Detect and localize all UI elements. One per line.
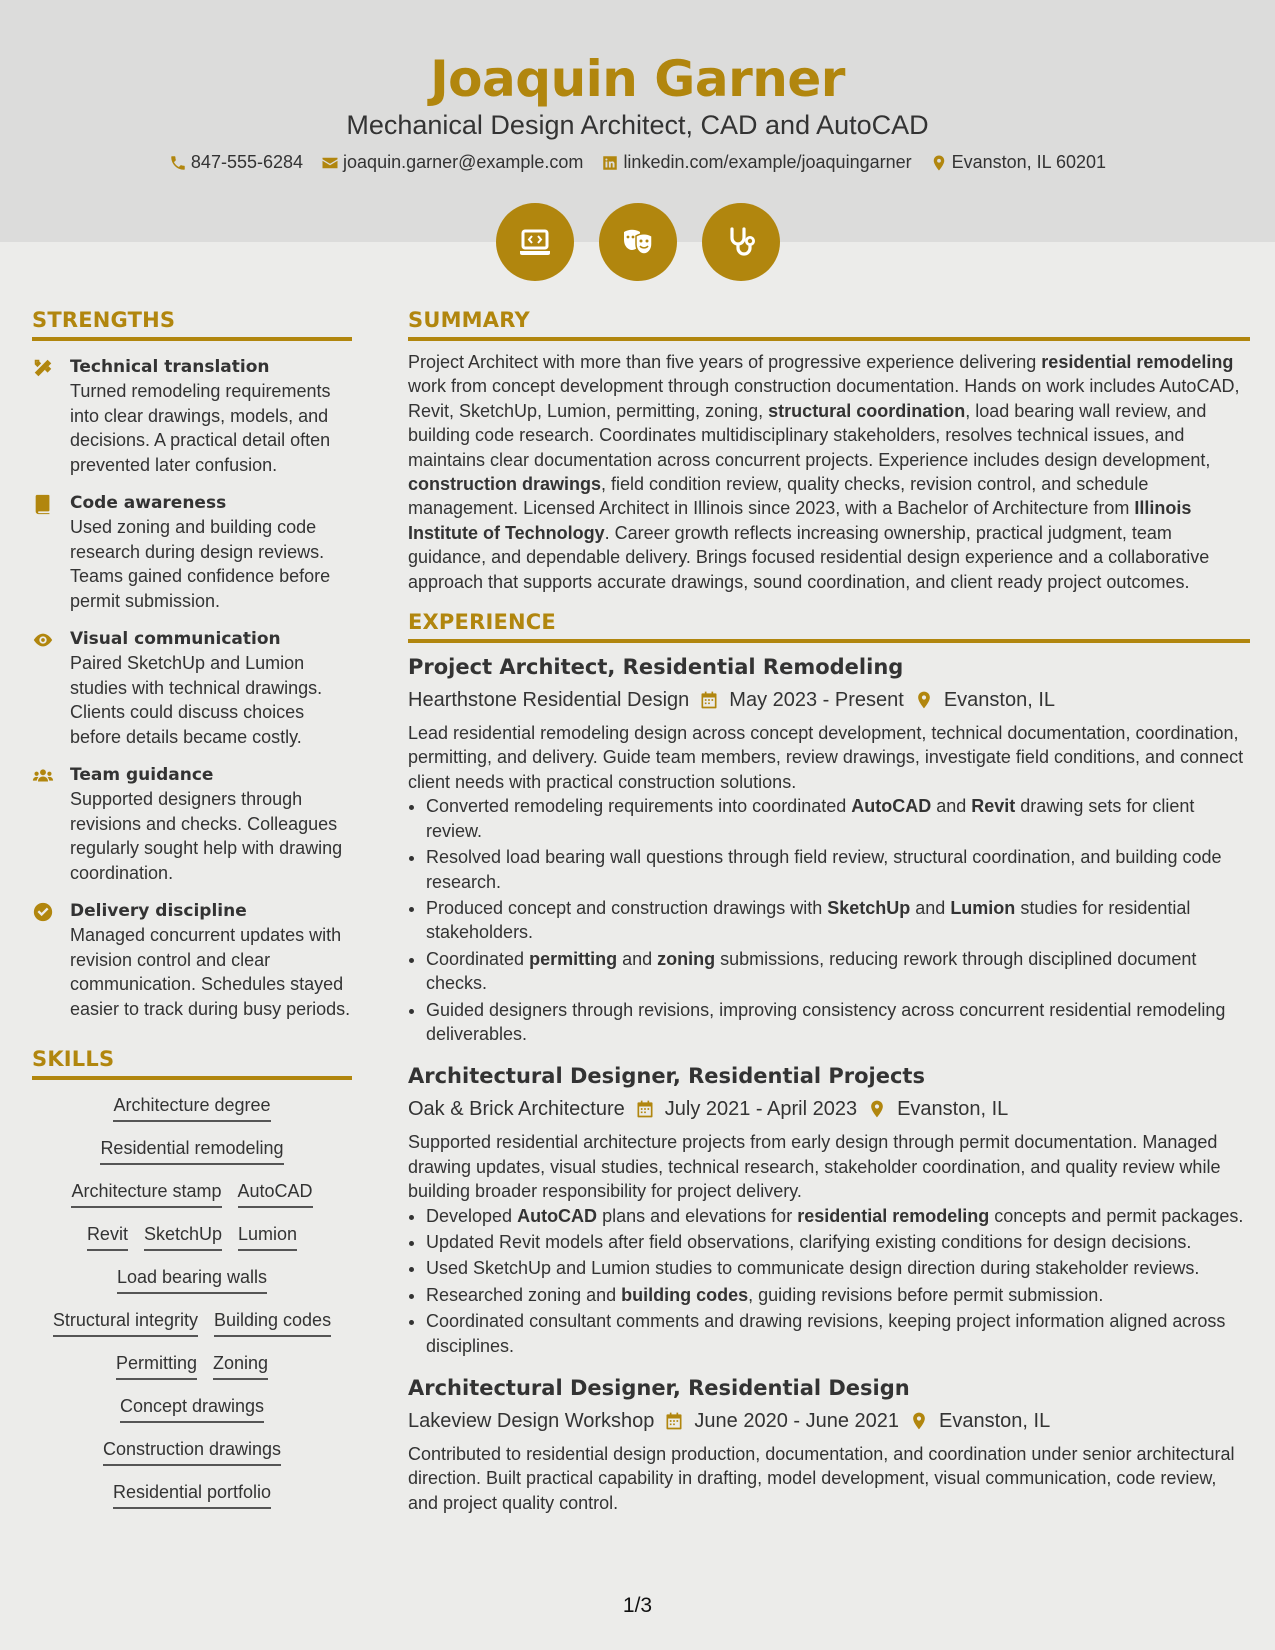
bullet-item <box>426 1309 1250 1358</box>
text-run: Guided designers through revisions, improving consistency across concurrent residential remodeling deliverables. <box>426 999 1226 1044</box>
skill-tag: Building codes <box>214 1309 331 1337</box>
job-description: Contributed to residential design production, documentation, and coordination under senior architectural direction. Built practical capability in drafting, model development, visual communication, code review, and project quality control. <box>408 1444 1235 1513</box>
job-meta <box>408 687 1250 713</box>
job-role: Architectural Designer, Residential Projects <box>408 1064 925 1089</box>
job-bullets <box>408 794 1250 1046</box>
strength-text: Paired SketchUp and Lumion studies with technical drawings. Clients could discuss choices before details became costly. <box>70 653 323 747</box>
text-run: , guiding revisions before permit submission. <box>748 1284 1104 1305</box>
email-text: joaquin.garner@example.com <box>343 152 584 172</box>
text-run: Developed <box>426 1205 518 1226</box>
job-bullets <box>408 1204 1250 1358</box>
book-icon <box>32 493 54 515</box>
strengths-heading: STRENGTHS <box>32 308 352 341</box>
skill-tag: Lumion <box>238 1223 297 1251</box>
strength-item <box>32 491 352 613</box>
job-location: Evanston, IL <box>897 1098 1009 1121</box>
masks-theater-icon <box>618 222 658 262</box>
job-company: Hearthstone Residential Design <box>408 689 690 712</box>
strength-text: Managed concurrent updates with revision control and clear communication. Schedules stayed easier to track during busy periods. <box>70 925 351 1019</box>
skill-tag: AutoCAD <box>238 1180 313 1208</box>
bold-phrase: Lumion <box>950 897 1016 918</box>
contact-email[interactable] <box>321 152 583 173</box>
text-run: Coordinated consultant comments and drawing revisions, keeping project information aligned across disciplines. <box>426 1311 1226 1356</box>
strength-title: Delivery discipline <box>70 901 247 921</box>
bullet-item <box>426 1204 1250 1228</box>
job-location: Evanston, IL <box>943 689 1055 712</box>
text-run: submissions, reducing rework through disciplined document checks. <box>426 948 1197 994</box>
linkedin-icon <box>601 154 619 172</box>
skill-tag: Concept drawings <box>120 1395 264 1423</box>
bullet-item <box>426 1283 1250 1307</box>
bold-phrase: permitting <box>529 948 618 969</box>
bullet-item <box>426 845 1250 894</box>
strength-item <box>32 355 352 477</box>
job-location: Evanston, IL <box>939 1410 1051 1432</box>
skill-tag: Residential portfolio <box>113 1481 271 1509</box>
text-run: work from concept development through construction documentation. Hands on work includes AutoCAD, Revit, SketchUp, Lumion, permitting, zoning, <box>408 376 1240 421</box>
bold-phrase: SketchUp <box>827 897 911 918</box>
contact-phone[interactable] <box>169 152 303 173</box>
skill-tag: Structural integrity <box>53 1309 198 1337</box>
job-description: Supported residential architecture projects from early design through permit documentation. Managed drawing updates, visual studies, technical research, stakeholder coordination, and quality review while building broader responsibility for project delivery. <box>408 1132 1221 1202</box>
text-run: Researched zoning and <box>426 1284 622 1305</box>
calendar-icon <box>635 1099 655 1119</box>
bold-phrase: structural coordination <box>768 400 966 421</box>
bullet-item <box>426 947 1250 996</box>
stethoscope-badge <box>702 203 780 281</box>
left-column <box>32 308 352 1524</box>
text-run: , load bearing wall review, and building code research. Coordinates multidisciplinary stakeholders, resolves technical issues, and maintains clear documentation across concurrent projects. Experience includes design development, <box>408 400 1211 470</box>
summary-heading: SUMMARY <box>408 308 1250 341</box>
map-marker-icon <box>909 1411 929 1431</box>
strength-text: Turned remodeling requirements into clear drawings, models, and decisions. A practical detail often prevented later confusion. <box>70 381 331 475</box>
skill-tag: Architecture stamp <box>71 1180 221 1208</box>
experience-heading: EXPERIENCE <box>408 610 1250 643</box>
strength-title: Code awareness <box>70 493 227 513</box>
bold-phrase: construction drawings <box>408 474 602 495</box>
bold-phrase: AutoCAD <box>517 1205 598 1226</box>
bold-phrase: Illinois Institute of Technology <box>408 498 1192 543</box>
bold-phrase: residential remodeling <box>1041 352 1234 372</box>
check-circle-icon <box>32 901 54 923</box>
skills-heading: SKILLS <box>32 1047 352 1080</box>
skill-tag: Residential remodeling <box>100 1137 283 1165</box>
phone-text: 847-555-6284 <box>190 152 304 172</box>
interest-badges <box>0 203 1275 281</box>
skill-tag: Revit <box>87 1223 128 1251</box>
bullet-item <box>426 1256 1250 1280</box>
map-marker-icon <box>930 154 948 172</box>
map-marker-icon <box>867 1099 887 1119</box>
skill-tag: Zoning <box>213 1352 268 1380</box>
text-run: Converted remodeling requirements into coordinated <box>426 796 852 817</box>
job-description: Lead residential remodeling design across concept development, technical documentation, coordination, permitting, and delivery. Guide team members, review drawings, investigate field conditions, and connect client needs with practical construction solutions. <box>408 723 1244 792</box>
bullet-item <box>426 998 1250 1047</box>
text-run: drawing sets for client review. <box>426 796 1195 841</box>
skill-tag: Architecture degree <box>113 1094 270 1122</box>
calendar-icon <box>664 1411 684 1431</box>
masks-theater-badge <box>599 203 677 281</box>
envelope-icon <box>321 154 339 172</box>
bold-phrase: AutoCAD <box>851 796 932 817</box>
strength-title: Visual communication <box>70 629 281 649</box>
contact-location <box>930 152 1106 173</box>
job-company: Oak & Brick Architecture <box>408 1098 625 1121</box>
text-run: Coordinated <box>426 948 530 969</box>
job-dates: May 2023 - Present <box>729 689 904 712</box>
bullet-item <box>426 794 1250 843</box>
skill-tag: Load bearing walls <box>117 1266 267 1294</box>
text-run: studies for residential stakeholders. <box>426 897 1191 943</box>
eye-icon <box>32 629 54 651</box>
headline: Mechanical Design Architect, CAD and AutoCAD <box>346 110 929 140</box>
job-role: Project Architect, Residential Remodeling <box>408 655 904 680</box>
bullet-item <box>426 896 1250 945</box>
text-run: Project Architect with more than five years of progressive experience delivering <box>408 352 1042 372</box>
skill-tag: Construction drawings <box>103 1438 281 1466</box>
text-run: , field condition review, quality checks, revision control, and schedule management. Licensed Architect in Illinois since 2023, with a Bachelor of Architecture from <box>408 474 1149 519</box>
job-company: Lakeview Design Workshop <box>408 1410 655 1432</box>
job-dates: July 2021 - April 2023 <box>664 1098 858 1121</box>
strength-text: Supported designers through revisions and checks. Colleagues regularly sought help with drawing coordination. <box>70 789 343 883</box>
job-entry <box>408 1062 1250 1358</box>
pencil-ruler-icon <box>32 357 54 379</box>
job-dates: June 2020 - June 2021 <box>694 1410 900 1432</box>
stethoscope-icon <box>721 222 761 262</box>
skills-list <box>32 1094 352 1509</box>
strength-item <box>32 763 352 885</box>
strength-item <box>32 899 352 1021</box>
bold-phrase: Revit <box>971 796 1016 817</box>
text-run: concepts and permit packages. <box>989 1205 1244 1226</box>
page-number: 1/3 <box>622 1594 653 1617</box>
job-entry <box>408 1374 1250 1515</box>
contact-bar <box>0 152 1275 173</box>
candidate-name: Joaquin Garner <box>430 50 845 108</box>
strength-title: Team guidance <box>70 765 214 785</box>
laptop-code-icon <box>515 222 555 262</box>
text-run: Used SketchUp and Lumion studies to communicate design direction during stakeholder reviews. <box>426 1258 1200 1279</box>
summary-text <box>408 350 1250 594</box>
bold-phrase: zoning <box>657 948 716 969</box>
right-column <box>408 308 1250 1515</box>
text-run: and <box>931 796 972 817</box>
strength-title: Technical translation <box>70 357 270 377</box>
bold-phrase: building codes <box>621 1284 749 1305</box>
text-run: Produced concept and construction drawings with <box>426 897 828 918</box>
text-run: . Career growth reflects increasing ownership, practical judgment, team guidance, and dependable delivery. Brings focused residential design experience and a collaborative approach that supports accurate drawings, sound coordination, and client ready project outcomes. <box>408 522 1210 592</box>
text-run: and <box>910 897 951 918</box>
calendar-icon <box>699 690 719 710</box>
job-meta <box>408 1408 1250 1434</box>
job-entry <box>408 653 1250 1046</box>
linkedin-text: linkedin.com/example/joaquingarner <box>623 152 912 172</box>
phone-icon <box>169 154 187 172</box>
users-icon <box>32 765 54 787</box>
bullet-item <box>426 1230 1250 1254</box>
skill-tag: Permitting <box>116 1352 197 1380</box>
strength-text: Used zoning and building code research during design reviews. Teams gained confidence before permit submission. <box>70 517 331 611</box>
text-run: Updated Revit models after field observations, clarifying existing conditions for design decisions. <box>426 1231 1192 1252</box>
skill-tag: SketchUp <box>144 1223 222 1251</box>
text-run: plans and elevations for <box>597 1205 798 1226</box>
job-meta <box>408 1096 1250 1122</box>
contact-linkedin[interactable] <box>601 152 911 173</box>
text-run: and <box>617 948 658 969</box>
laptop-code-badge <box>496 203 574 281</box>
bold-phrase: residential remodeling <box>797 1205 990 1226</box>
location-text: Evanston, IL 60201 <box>951 152 1107 172</box>
job-role: Architectural Designer, Residential Design <box>408 1376 910 1400</box>
map-marker-icon <box>914 690 934 710</box>
strength-item <box>32 627 352 749</box>
text-run: Resolved load bearing wall questions through field review, structural coordination, and building code research. <box>426 847 1222 892</box>
